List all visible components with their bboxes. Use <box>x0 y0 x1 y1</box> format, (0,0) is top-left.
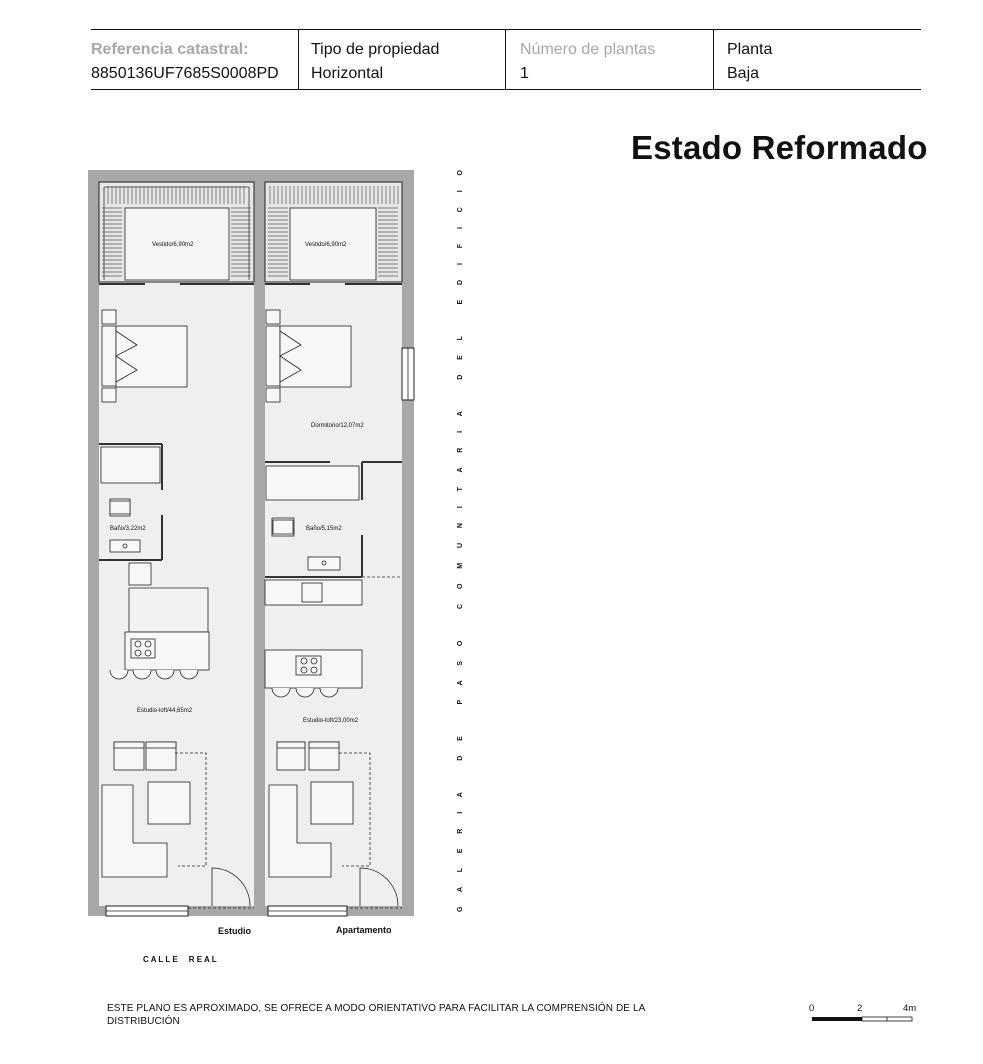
wardrobe-left <box>99 182 254 282</box>
scale-bar <box>812 1017 912 1021</box>
unit-label-apartamento: Apartamento <box>336 925 392 935</box>
cadastral-reference-value: 8850136UF7685S0008PD <box>91 65 279 82</box>
property-type-value: Horizontal <box>311 65 384 82</box>
disclaimer-note: ESTE PLANO ES APROXIMADO, SE OFRECE A MODO ORIENTATIVO PARA FACILITAR LA COMPRENSIÓN DE LA DISTRIBUCIÓN <box>107 1003 645 1027</box>
page-title: Estado Reformado <box>631 129 928 166</box>
scale-label-4m: 4m <box>903 1003 917 1014</box>
cadastral-reference-label: Referencia catastral: <box>91 41 249 58</box>
property-type-label: Tipo de propiedad <box>311 41 440 58</box>
floor-value: Baja <box>727 65 760 82</box>
unit-label-estudio: Estudio <box>218 926 251 936</box>
scale-label-2: 2 <box>857 1003 863 1014</box>
room-label-bano-left: Baño/3,22m2 <box>110 526 146 532</box>
floor-count-value: 1 <box>520 65 529 82</box>
room-label-estudio-loft-right: Estudio-loft/23,00m2 <box>303 718 359 724</box>
gallery-label: G A L E R I A D E P A S O C O M U N I T A R I A D E L E D I F I C I O <box>457 170 464 912</box>
room-label-dormitorio: Dormitorio/12,07m2 <box>311 423 364 429</box>
room-label-vestidor-left: Vestido/6,90m2 <box>152 242 194 248</box>
room-label-estudio-loft-left: Estudio-loft/44,65m2 <box>137 708 193 714</box>
room-label-vestidor-right: Vestido/6,90m2 <box>305 242 347 248</box>
scale-label-0: 0 <box>809 1003 815 1014</box>
room-label-bano-right: Baño/5,15m2 <box>306 526 342 532</box>
street-label: C A L L E R E A L <box>143 955 217 964</box>
floor-count-label: Número de plantas <box>520 41 656 58</box>
floor-label: Planta <box>727 41 773 58</box>
